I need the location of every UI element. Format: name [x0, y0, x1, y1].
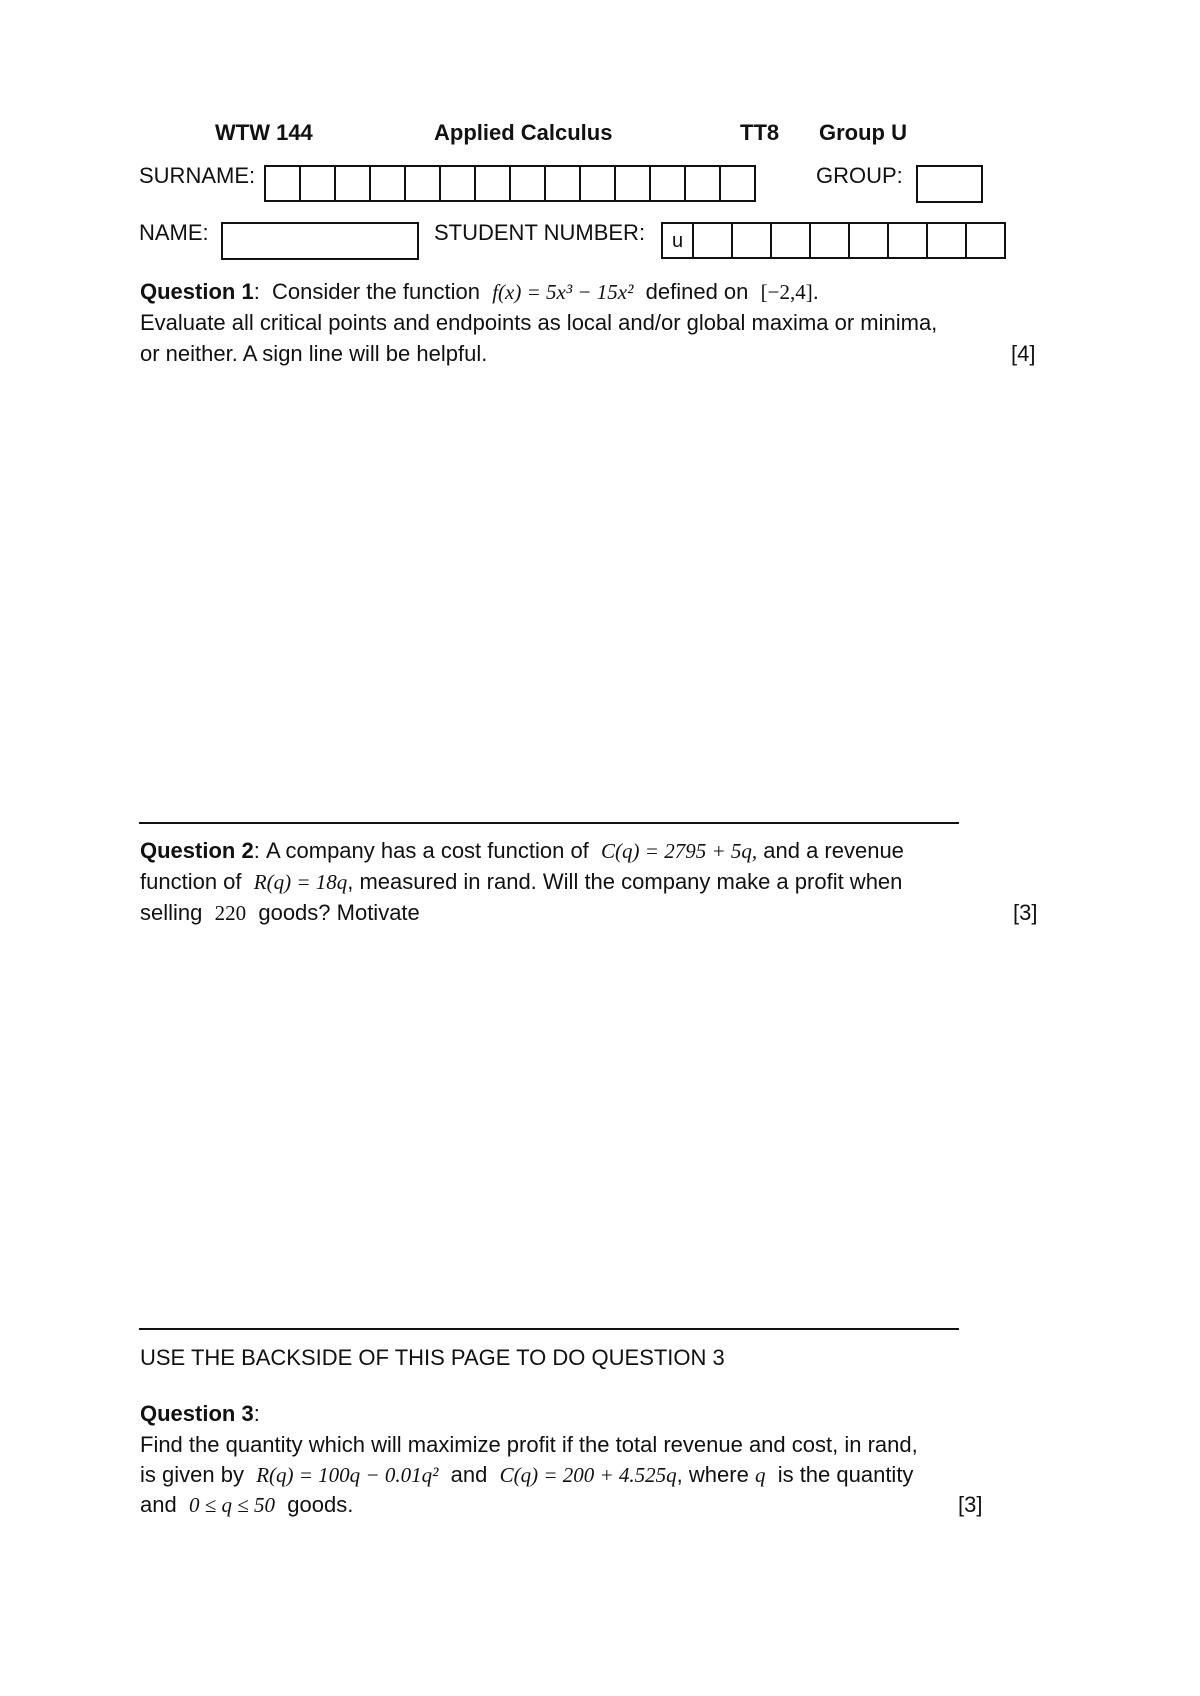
- surname-box[interactable]: [649, 165, 686, 202]
- name-field[interactable]: [221, 222, 419, 260]
- surname-box[interactable]: [684, 165, 721, 202]
- question-1-intro: Consider the function: [272, 279, 480, 304]
- question-2-line-1: Question 2: A company has a cost function of C(q) = 2795 + 5q, and a revenue: [140, 838, 904, 863]
- question-1-interval: [−2,4]: [760, 280, 813, 304]
- question-2-revenue-function: R(q) = 18q: [253, 870, 348, 894]
- question-1-line-3: or neither. A sign line will be helpful.: [140, 341, 488, 366]
- divider: [139, 1328, 959, 1330]
- student-number-box[interactable]: [692, 222, 733, 259]
- name-label: NAME:: [139, 220, 209, 245]
- surname-boxes[interactable]: [264, 165, 754, 202]
- question-3-line-1: Find the quantity which will maximize profit if the total revenue and cost, in rand,: [140, 1432, 918, 1457]
- question-2-marks: [3]: [1013, 900, 1038, 925]
- question-3-line-3: and 0 ≤ q ≤ 50 goods.: [140, 1492, 354, 1517]
- question-1-line-1: Question 1: Consider the function f(x) = 5x³ − 15x² defined on [−2,4].: [140, 279, 819, 304]
- question-1-line-2: Evaluate all critical points and endpoints as local and/or global maxima or minima,: [140, 310, 938, 335]
- student-number-box[interactable]: [965, 222, 1006, 259]
- student-number-boxes[interactable]: [661, 222, 1004, 259]
- question-3-marks: [3]: [958, 1492, 983, 1517]
- surname-box[interactable]: [404, 165, 441, 202]
- student-number-box[interactable]: [848, 222, 889, 259]
- surname-box[interactable]: [544, 165, 581, 202]
- divider: [139, 822, 959, 824]
- surname-box[interactable]: [509, 165, 546, 202]
- student-number-box[interactable]: [809, 222, 850, 259]
- group-heading: Group U: [819, 120, 907, 145]
- student-number-prefix: u: [671, 230, 684, 252]
- student-number-prefix-box: [661, 222, 694, 259]
- student-number-label: STUDENT NUMBER:: [434, 220, 646, 245]
- question-1-function: f(x) = 5x³ − 15x²: [492, 280, 634, 304]
- question-3-heading: Question 3:: [140, 1401, 260, 1426]
- question-3-line-2: is given by R(q) = 100q − 0.01q² and C(q) = 200 + 4.525q, where q is the quantity: [140, 1462, 914, 1487]
- course-code: WTW 144: [215, 120, 313, 145]
- backside-instruction: USE THE BACKSIDE OF THIS PAGE TO DO QUESTION 3: [140, 1345, 725, 1370]
- surname-box[interactable]: [334, 165, 371, 202]
- question-3-label: Question 3: [140, 1401, 254, 1426]
- surname-label: SURNAME:: [139, 163, 256, 188]
- question-2-cost-function: C(q) = 2795 + 5q,: [601, 839, 758, 863]
- surname-box[interactable]: [439, 165, 476, 202]
- group-label: GROUP:: [816, 163, 903, 188]
- surname-box[interactable]: [369, 165, 406, 202]
- question-2-label: Question 2: [140, 838, 254, 863]
- student-number-box[interactable]: [770, 222, 811, 259]
- surname-box[interactable]: [719, 165, 756, 202]
- student-number-box[interactable]: [731, 222, 772, 259]
- student-number-box[interactable]: [926, 222, 967, 259]
- question-3-range: 0 ≤ q ≤ 50: [188, 1493, 276, 1517]
- question-3-cost-function: C(q) = 200 + 4.525q: [499, 1463, 677, 1487]
- student-number-box[interactable]: [887, 222, 928, 259]
- question-3-revenue-function: R(q) = 100q − 0.01q²: [256, 1463, 439, 1487]
- group-field[interactable]: [916, 165, 983, 203]
- surname-box[interactable]: [264, 165, 301, 202]
- surname-box[interactable]: [579, 165, 616, 202]
- question-2-quantity: 220: [214, 901, 247, 925]
- test-number: TT8: [740, 120, 780, 145]
- surname-box[interactable]: [474, 165, 511, 202]
- surname-box[interactable]: [299, 165, 336, 202]
- surname-box[interactable]: [614, 165, 651, 202]
- question-2-line-3: selling 220 goods? Motivate: [140, 900, 420, 925]
- question-2-line-2: function of R(q) = 18q, measured in rand. Will the company make a profit when: [140, 869, 903, 894]
- course-title: Applied Calculus: [434, 120, 613, 145]
- question-1-marks: [4]: [1011, 341, 1036, 366]
- question-1-label: Question 1: [140, 279, 254, 304]
